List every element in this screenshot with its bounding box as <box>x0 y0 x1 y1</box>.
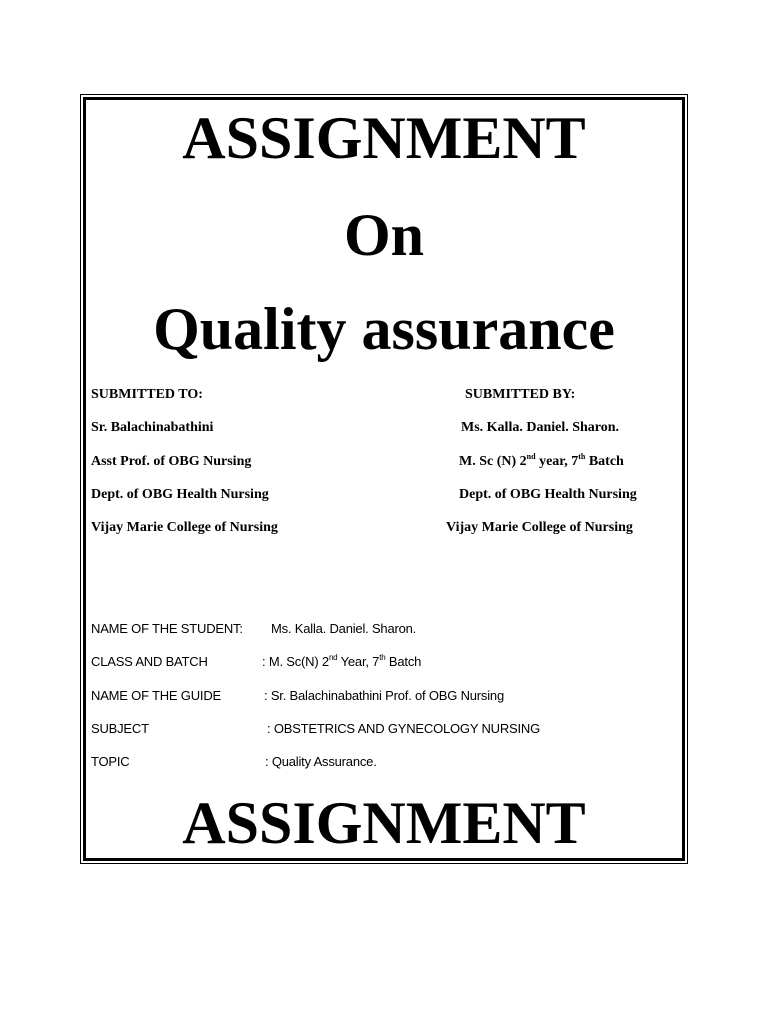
student-label: NAME OF THE STUDENT: <box>91 621 243 636</box>
student-value: Ms. Kalla. Daniel. Sharon. <box>271 621 417 636</box>
submitted-by-course <box>459 454 624 470</box>
class-label: CLASS AND BATCH <box>91 654 208 669</box>
title-topic: Quality assurance <box>153 296 615 362</box>
class-prefix: : M. Sc(N) 2 <box>262 654 329 669</box>
submitted-to-department: Dept. of OBG Health Nursing <box>91 487 269 502</box>
submitted-by-department: Dept. of OBG Health Nursing <box>459 487 637 502</box>
title-on: On <box>343 202 425 268</box>
class-suffix: Batch <box>385 654 422 669</box>
class-value <box>262 654 421 670</box>
submitted-to-name: Sr. Balachinabathini <box>91 420 214 435</box>
footer-title: ASSIGNMENT <box>182 790 586 856</box>
guide-label: NAME OF THE GUIDE <box>91 688 221 703</box>
course-sup-th: th <box>578 452 586 461</box>
topic-value: : Quality Assurance. <box>265 754 377 769</box>
subject-label: SUBJECT <box>91 721 149 736</box>
submitted-to-designation: Asst Prof. of OBG Nursing <box>91 454 252 469</box>
course-suffix: Batch <box>585 454 624 469</box>
submitted-by-name: Ms. Kalla. Daniel. Sharon. <box>461 420 620 435</box>
topic-label: TOPIC <box>91 754 130 769</box>
class-sup-th: th <box>379 653 386 662</box>
class-mid: Year, 7 <box>337 654 380 669</box>
guide-value: : Sr. Balachinabathini Prof. of OBG Nursing <box>264 688 504 703</box>
course-sup-nd: nd <box>526 452 536 461</box>
course-prefix: M. Sc (N) 2 <box>459 454 527 469</box>
course-mid: year, 7 <box>535 454 579 469</box>
submitted-to-college: Vijay Marie College of Nursing <box>91 520 278 535</box>
submitted-by-heading: SUBMITTED BY: <box>465 387 576 402</box>
submitted-to-heading: SUBMITTED TO: <box>91 387 203 402</box>
submitted-by-college: Vijay Marie College of Nursing <box>446 520 633 535</box>
main-title: ASSIGNMENT <box>182 105 586 171</box>
class-sup-nd: nd <box>328 653 338 662</box>
subject-value: : OBSTETRICS AND GYNECOLOGY NURSING <box>267 721 541 736</box>
